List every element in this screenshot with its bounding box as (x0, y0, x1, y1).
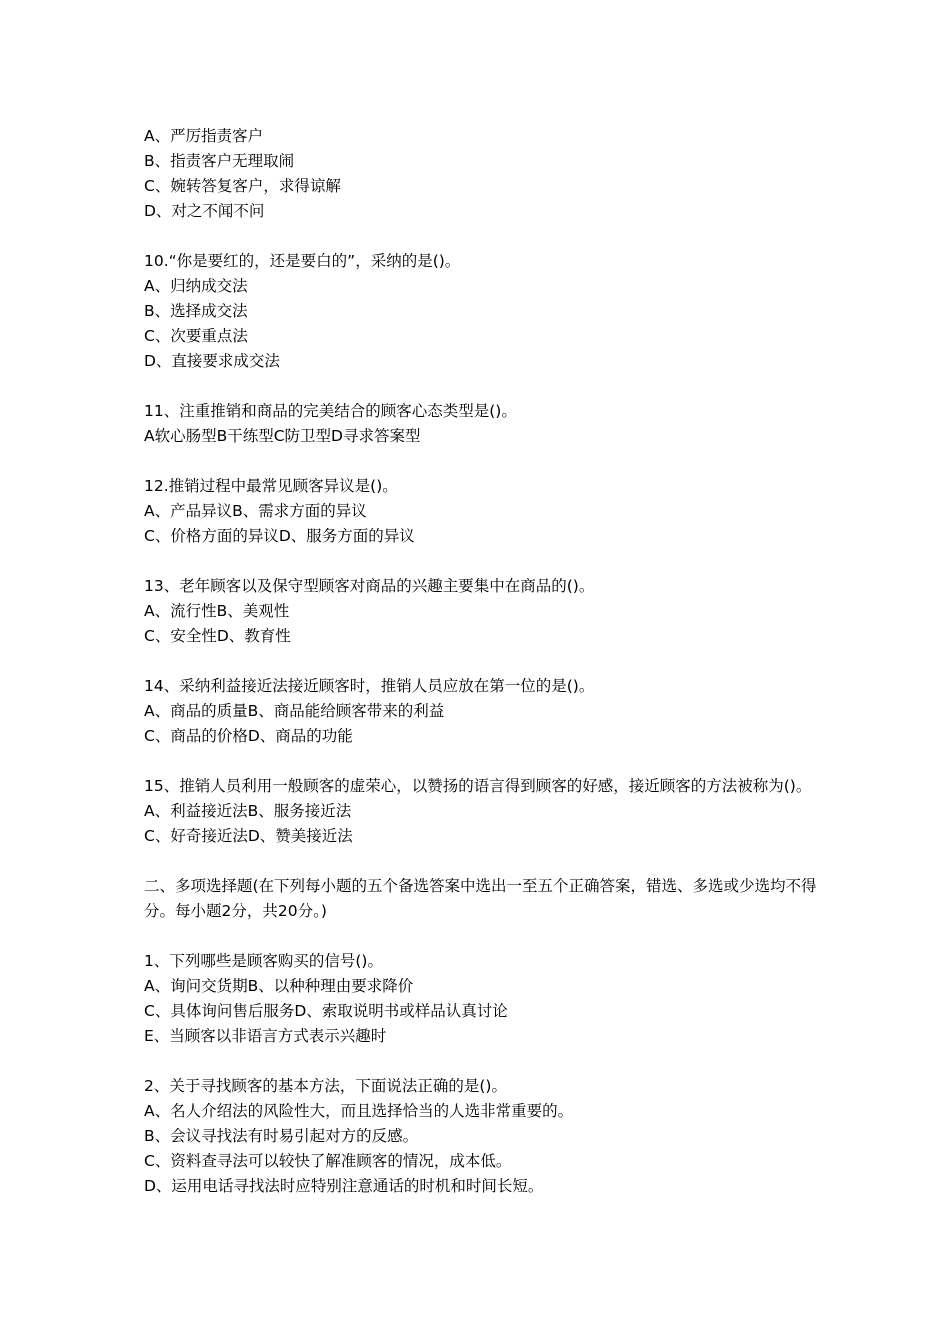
option-line: B、指责客户无理取闹 (144, 152, 295, 170)
question-9-options (144, 124, 824, 224)
option-line: C、资料查寻法可以较快了解准顾客的情况，成本低。 (144, 1152, 512, 1170)
option-line: A软心肠型B干练型C防卫型D寻求答案型 (144, 427, 421, 445)
option-line: B、选择成交法 (144, 302, 248, 320)
option-line: A、流行性B、美观性 (144, 602, 290, 620)
multi-question-1 (144, 949, 824, 1049)
option-line: D、运用电话寻找法时应特别注意通话的时机和时间长短。 (144, 1177, 544, 1195)
option-line: A、严厉指责客户 (144, 127, 264, 145)
question-11 (144, 399, 824, 449)
question-text: 15、推销人员利用一般顾客的虚荣心，以赞扬的语言得到顾客的好感，接近顾客的方法被称为()。 (144, 777, 812, 795)
section-heading-multiple-choice (144, 874, 824, 924)
question-text: 2、关于寻找顾客的基本方法，下面说法正确的是()。 (144, 1077, 507, 1095)
option-line: A、利益接近法B、服务接近法 (144, 802, 352, 820)
question-text: 14、采纳利益接近法接近顾客时，推销人员应放在第一位的是()。 (144, 677, 595, 695)
question-text: 10.“你是要红的，还是要白的”，采纳的是()。 (144, 252, 461, 270)
option-line: E、当顾客以非语言方式表示兴趣时 (144, 1027, 387, 1045)
question-15 (144, 774, 824, 849)
option-line: C、安全性D、教育性 (144, 627, 291, 645)
option-line: D、对之不闻不问 (144, 202, 265, 220)
option-line: C、次要重点法 (144, 327, 248, 345)
question-text: 13、老年顾客以及保守型顾客对商品的兴趣主要集中在商品的()。 (144, 577, 595, 595)
option-line: A、名人介绍法的风险性大，而且选择恰当的人选非常重要的。 (144, 1102, 574, 1120)
multi-question-2 (144, 1074, 824, 1199)
option-line: C、婉转答复客户，求得谅解 (144, 177, 341, 195)
option-line: A、询问交货期B、以种种理由要求降价 (144, 977, 414, 995)
option-line: A、商品的质量B、商品能给顾客带来的利益 (144, 702, 445, 720)
section-heading: 二、多项选择题(在下列每小题的五个备选答案中选出一至五个正确答案，错选、多选或少选均不得分。每小题2分，共20分。) (144, 877, 817, 920)
option-line: C、具体询问售后服务D、索取说明书或样品认真讨论 (144, 1002, 508, 1020)
question-12 (144, 474, 824, 549)
document-page (144, 124, 824, 1224)
option-line: B、会议寻找法有时易引起对方的反感。 (144, 1127, 419, 1145)
question-10 (144, 249, 824, 374)
option-line: A、归纳成交法 (144, 277, 248, 295)
question-text: 12.推销过程中最常见顾客异议是()。 (144, 477, 398, 495)
option-line: C、商品的价格D、商品的功能 (144, 727, 353, 745)
option-line: A、产品异议B、需求方面的异议 (144, 502, 367, 520)
question-13 (144, 574, 824, 649)
option-line: D、直接要求成交法 (144, 352, 280, 370)
question-text: 1、下列哪些是顾客购买的信号()。 (144, 952, 383, 970)
option-line: C、好奇接近法D、赞美接近法 (144, 827, 353, 845)
option-line: C、价格方面的异议D、服务方面的异议 (144, 527, 415, 545)
question-14 (144, 674, 824, 749)
question-text: 11、注重推销和商品的完美结合的顾客心态类型是()。 (144, 402, 517, 420)
